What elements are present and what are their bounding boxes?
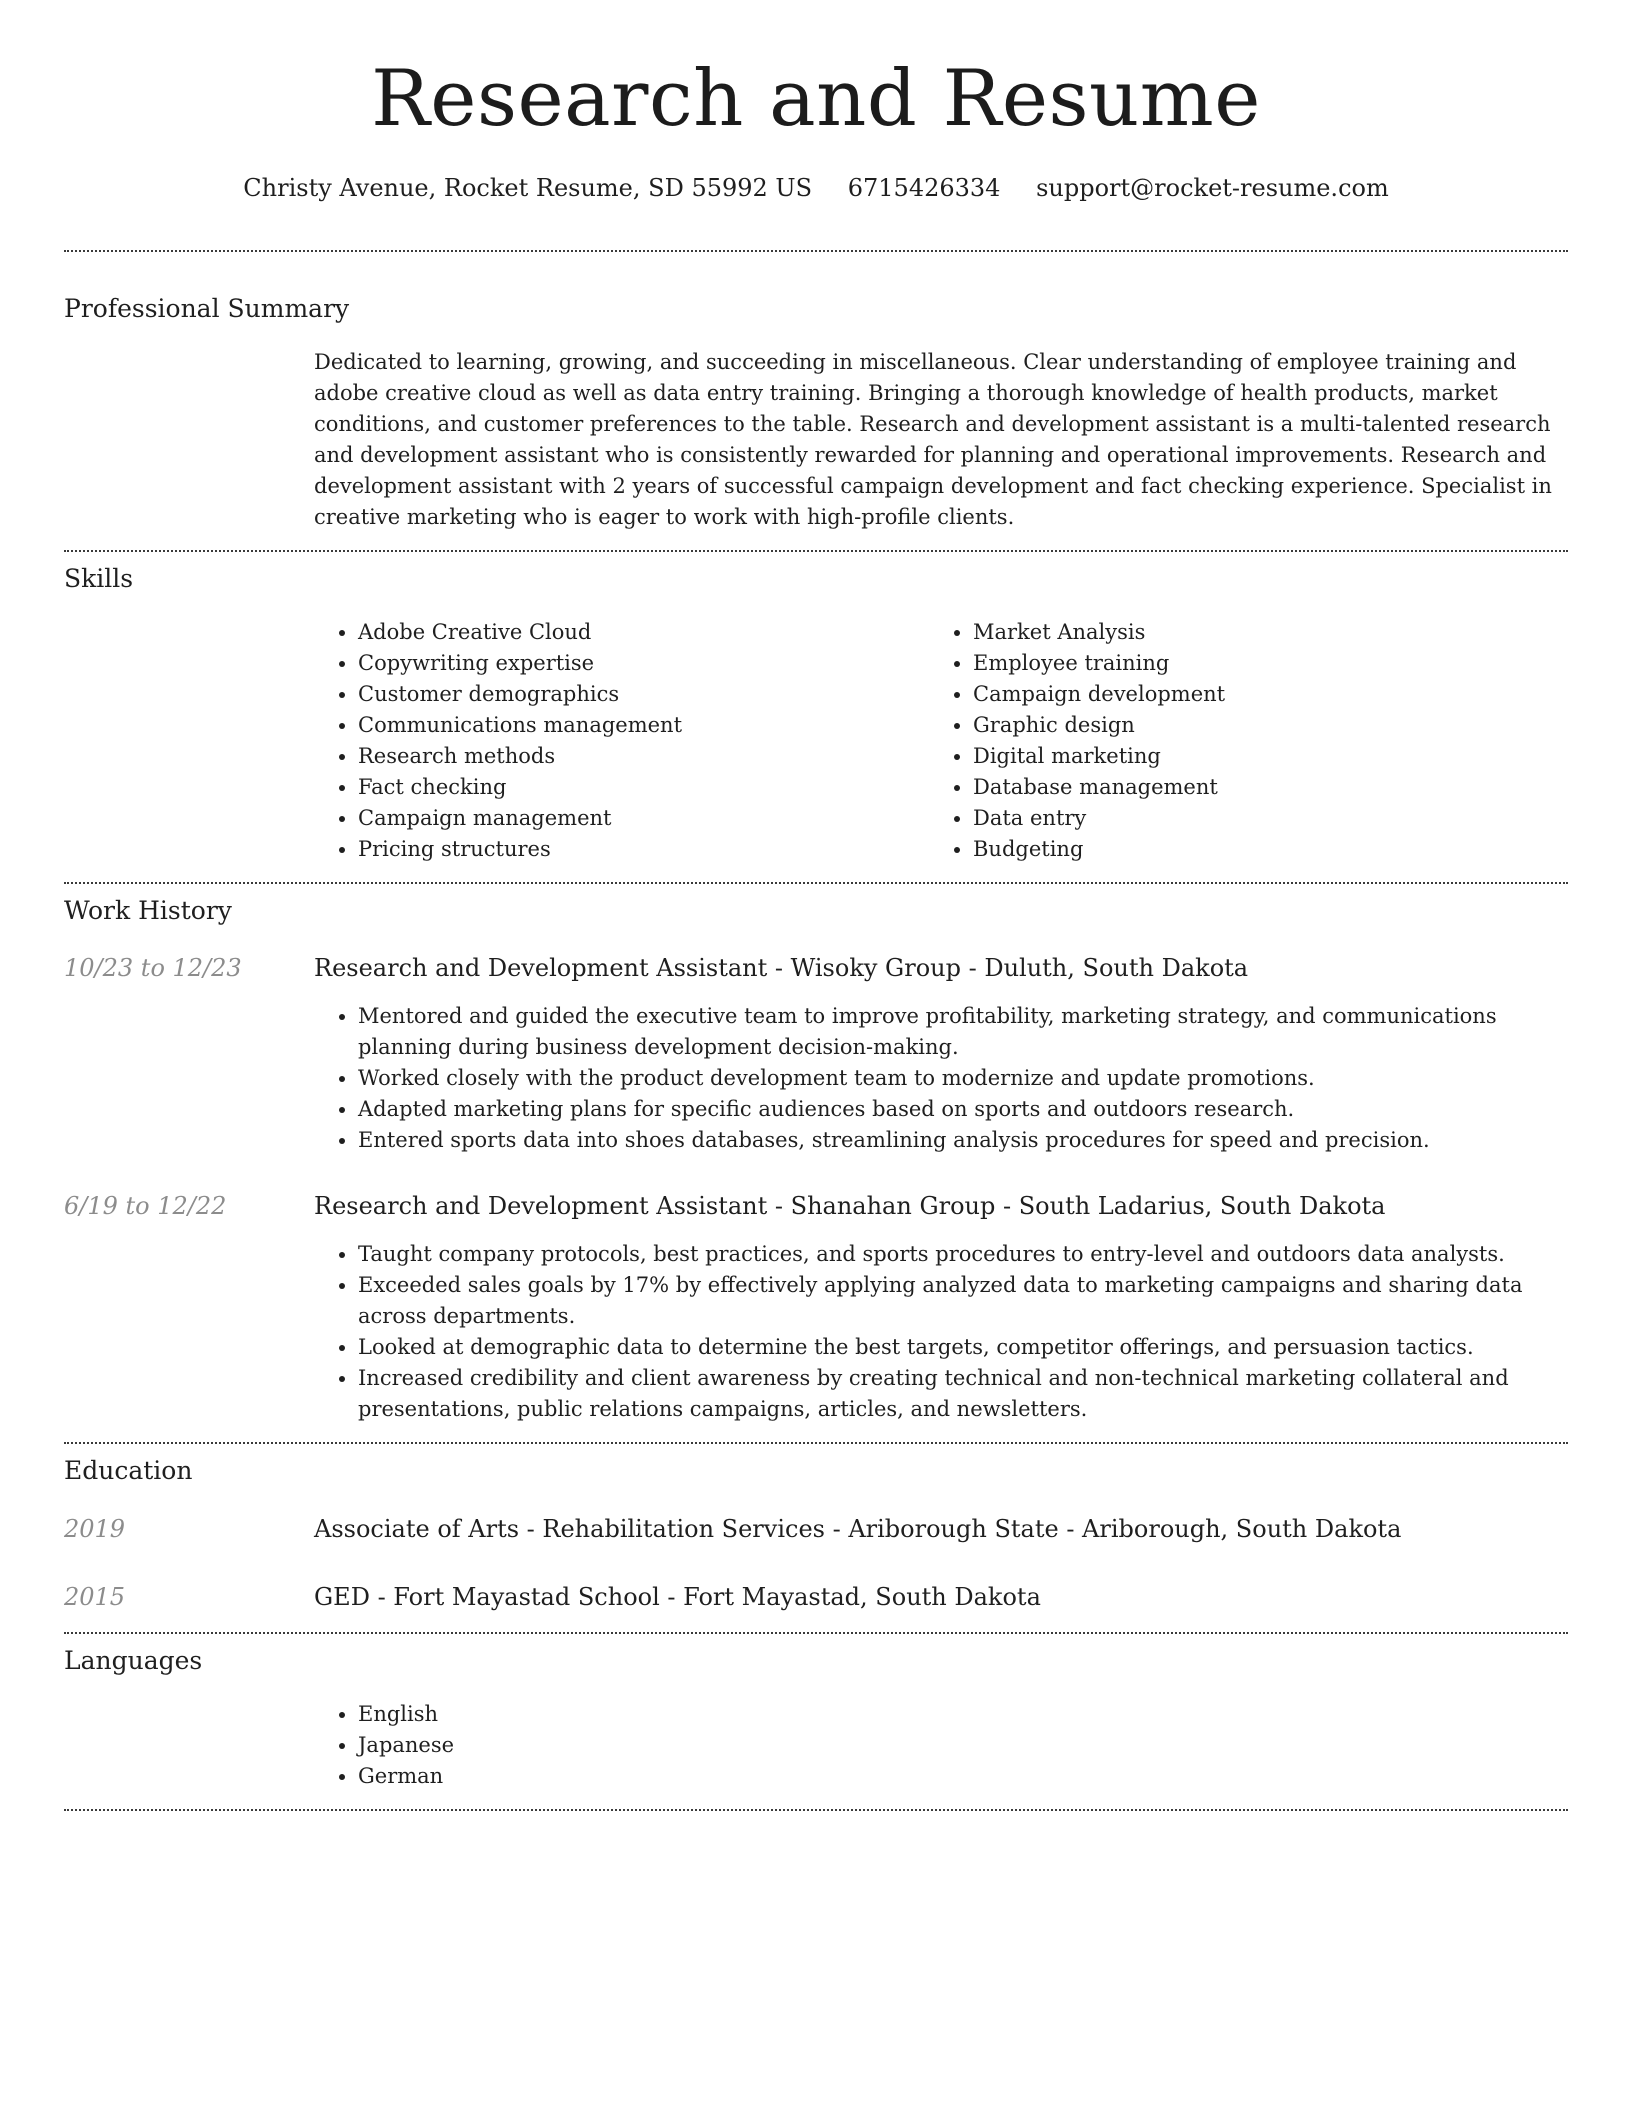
skill-item: • Budgeting (973, 834, 1544, 865)
job-entry (64, 1190, 1568, 1425)
job-bullet: • Looked at demographic data to determine the best targets, competitor offerings, and persuasion tactics. (358, 1332, 1568, 1363)
skill-item: • Database management (973, 772, 1544, 803)
skill-item: • Pricing structures (358, 834, 929, 865)
job-bullet: • Worked closely with the product development team to modernize and update promotions. (358, 1063, 1568, 1094)
skill-item: • Campaign development (973, 679, 1544, 710)
divider (64, 1442, 1568, 1444)
education-year: 2019 (64, 1515, 126, 1543)
job-dates: 10/23 to 12/23 (64, 954, 242, 982)
education-entry (64, 1512, 1568, 1546)
job-title: Research and Development Assistant - Wisoky Group - Duluth, South Dakota (314, 954, 1249, 982)
languages-list (314, 1699, 1568, 1792)
skill-item: • Campaign management (358, 803, 929, 834)
job-dates: 6/19 to 12/22 (64, 1192, 227, 1220)
education-heading: Education (64, 1456, 193, 1485)
languages-heading: Languages (64, 1646, 203, 1675)
divider (64, 1632, 1568, 1634)
summary-section (64, 294, 1568, 533)
job-bullet: • Entered sports data into shoes databases, streamlining analysis procedures for speed and precision. (358, 1125, 1568, 1156)
skills-section (64, 564, 1568, 865)
skill-item: • Adobe Creative Cloud (358, 617, 929, 648)
divider (64, 550, 1568, 552)
job-bullet: • Increased credibility and client awareness by creating technical and non-technical marketing collateral and presentations, public relations campaigns, articles, and newsletters. (358, 1363, 1568, 1425)
skill-item: • Market Analysis (973, 617, 1544, 648)
language-item: • English (358, 1699, 1568, 1730)
skill-item: • Graphic design (973, 710, 1544, 741)
education-title: Associate of Arts - Rehabilitation Services - Ariborough State - Ariborough, South Dakota (314, 1515, 1402, 1543)
job-entry (64, 952, 1568, 1156)
work-heading: Work History (64, 896, 232, 925)
language-item: • Japanese (358, 1730, 1568, 1761)
language-item: • German (358, 1761, 1568, 1792)
job-bullets (314, 1239, 1568, 1425)
education-year: 2015 (64, 1583, 126, 1611)
divider (64, 882, 1568, 884)
job-title: Research and Development Assistant - Shanahan Group - South Ladarius, South Dakota (314, 1192, 1386, 1220)
education-title: GED - Fort Mayastad School - Fort Mayastad, South Dakota (314, 1583, 1041, 1611)
skill-item: • Customer demographics (358, 679, 929, 710)
contact-email: support@rocket-resume.com (1036, 174, 1389, 202)
skill-item: • Fact checking (358, 772, 929, 803)
job-bullet: • Exceeded sales goals by 17% by effectively applying analyzed data to marketing campaigns and sharing data across departments. (358, 1270, 1568, 1332)
contact-phone: 6715426334 (847, 174, 1001, 202)
skill-item: • Research methods (358, 741, 929, 772)
resume-page (64, 0, 1568, 1811)
job-bullet: • Adapted marketing plans for specific audiences based on sports and outdoors research. (358, 1094, 1568, 1125)
contact-address: Christy Avenue, Rocket Resume, SD 55992 US (243, 174, 813, 202)
divider (64, 1809, 1568, 1811)
job-bullets (314, 1001, 1568, 1156)
skill-item: • Copywriting expertise (358, 648, 929, 679)
skill-item: • Communications management (358, 710, 929, 741)
skill-item: • Digital marketing (973, 741, 1544, 772)
skills-list-left (314, 617, 929, 865)
work-section (64, 896, 1568, 1425)
job-bullet: • Mentored and guided the executive team to improve profitability, marketing strategy, and communications planning during business development decision-making. (358, 1001, 1568, 1063)
skill-item: • Employee training (973, 648, 1544, 679)
contact-line (64, 166, 1568, 210)
education-section (64, 1456, 1568, 1614)
skills-list-right (929, 617, 1544, 865)
resume-name: Research and Resume (371, 54, 1261, 144)
languages-section (64, 1646, 1568, 1792)
skill-item: • Data entry (973, 803, 1544, 834)
job-bullet: • Taught company protocols, best practices, and sports procedures to entry-level and outdoors data analysts. (358, 1239, 1568, 1270)
divider (64, 250, 1568, 252)
skills-heading: Skills (64, 564, 134, 593)
summary-text: Dedicated to learning, growing, and succeeding in miscellaneous. Clear understanding of employee training and adobe creative cloud as well as data entry training. Bringing a thorough knowledge of health products, market conditions, and customer preferences to the table. Research and development assistant is a multi-talented research and development assistant who is consistently rewarded for planning and operational improvements. Research and development assistant with 2 years of successful campaign development and fact checking experience. Specialist in creative marketing who is eager to work with high-profile clients. (314, 350, 1552, 529)
summary-heading: Professional Summary (64, 294, 350, 323)
education-entry (64, 1580, 1568, 1614)
